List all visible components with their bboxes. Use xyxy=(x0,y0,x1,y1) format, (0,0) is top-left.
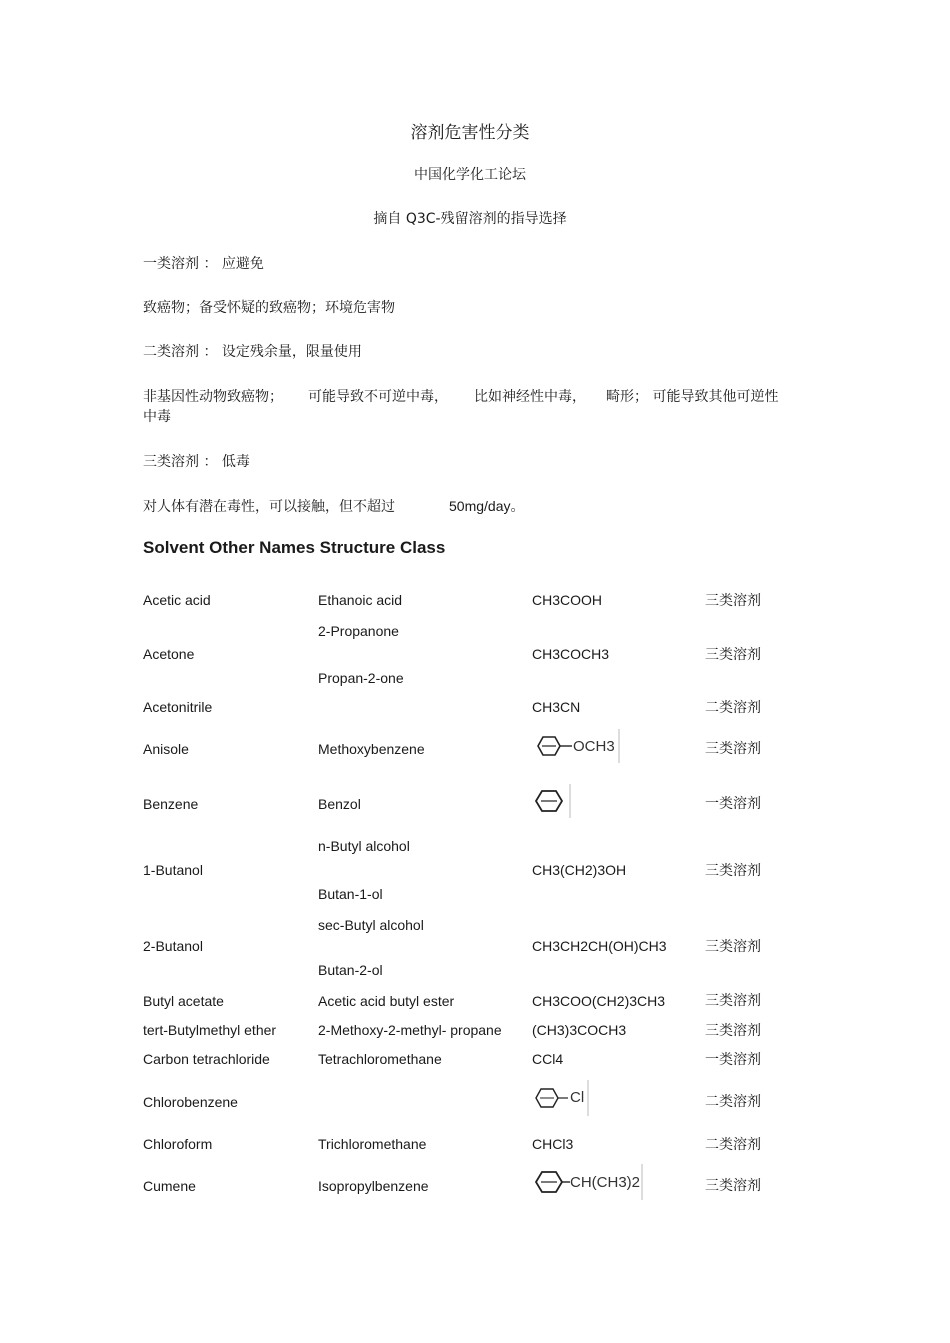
solvent-name: Chloroform xyxy=(143,1136,213,1152)
structure-formula: OCH3 xyxy=(573,738,615,755)
solvent-name: 2-Butanol xyxy=(143,938,203,954)
solvent-name: Butyl acetate xyxy=(143,993,224,1009)
solvent-name: Acetic acid xyxy=(143,592,211,608)
other-name: n-Butyl alcohol xyxy=(318,838,410,854)
other-name: 2-Methoxy-2-methyl- propane xyxy=(318,1022,502,1038)
other-name: Ethanoic acid xyxy=(318,592,403,608)
solvent-class: 二类溶剂 xyxy=(705,1094,761,1110)
solvent-name: tert-Butylmethyl ether xyxy=(143,1022,277,1038)
solvent-name: Acetonitrile xyxy=(143,699,213,715)
solvent-class: 三类溶剂 xyxy=(705,1178,761,1194)
solvent-name: Carbon tetrachloride xyxy=(143,1051,270,1067)
solvent-class: 三类溶剂 xyxy=(705,993,761,1009)
solvent-class: 三类溶剂 xyxy=(705,863,761,879)
solvent-name: Cumene xyxy=(143,1178,196,1194)
solvent-name: Chlorobenzene xyxy=(143,1094,238,1110)
class3-description-a: 对人体有潜在毒性，可以接触，但不超过 xyxy=(143,499,395,515)
class2-description-c: 比如神经性中毒， xyxy=(474,389,586,405)
solvent-class: 一类溶剂 xyxy=(705,1052,761,1068)
other-name: Tetrachloromethane xyxy=(318,1051,442,1067)
other-name: Benzol xyxy=(318,796,361,812)
other-name-alt: Propan-2-one xyxy=(318,670,404,686)
other-name: Isopropylbenzene xyxy=(318,1178,429,1194)
class2-description-d: 畸形； 可能导致其他可逆性 xyxy=(606,389,779,405)
solvent-class: 三类溶剂 xyxy=(705,741,761,757)
solvent-name: Benzene xyxy=(143,796,199,812)
other-name: Methoxybenzene xyxy=(318,741,425,757)
class2-description-e: 中毒 xyxy=(143,409,171,425)
structure-formula: CH3CN xyxy=(532,699,581,715)
solvent-name: 1-Butanol xyxy=(143,862,203,878)
solvent-class: 三类溶剂 xyxy=(705,939,761,955)
other-name: 2-Propanone xyxy=(318,623,399,639)
class2-heading: 二类溶剂 ： 设定残余量，限量使用 xyxy=(143,344,362,360)
solvent-name: Acetone xyxy=(143,646,195,662)
solvent-name: Anisole xyxy=(143,741,189,757)
structure-formula: CH3COO(CH2)3CH3 xyxy=(532,993,666,1009)
class1-description: 致癌物；备受怀疑的致癌物；环境危害物 xyxy=(143,300,395,316)
class2-description-a: 非基因性动物致癌物； xyxy=(143,389,283,405)
class3-heading: 三类溶剂 ： 低毒 xyxy=(143,454,250,470)
solvent-class: 二类溶剂 xyxy=(705,1137,761,1153)
class3-description-b: 50mg/day。 xyxy=(449,498,525,514)
benzene-ring-icon xyxy=(530,783,574,819)
solvent-class: 三类溶剂 xyxy=(705,647,761,663)
solvent-class: 二类溶剂 xyxy=(705,700,761,716)
document-source: 摘自 Q3C-残留溶剂的指导选择 xyxy=(373,211,567,227)
table-heading: Solvent Other Names Structure Class xyxy=(143,538,446,557)
solvent-class: 三类溶剂 xyxy=(705,593,761,609)
other-name-alt: Butan-1-ol xyxy=(318,886,383,902)
structure-formula: CH3(CH2)3OH xyxy=(532,862,627,878)
class2-description-b: 可能导致不可逆中毒， xyxy=(308,389,448,405)
other-name: Trichloromethane xyxy=(318,1136,427,1152)
solvent-class: 一类溶剂 xyxy=(705,796,761,812)
other-name: sec-Butyl alcohol xyxy=(318,917,424,933)
structure-formula: Cl xyxy=(570,1089,585,1106)
solvent-class: 三类溶剂 xyxy=(705,1023,761,1039)
class1-heading: 一类溶剂 ： 应避免 xyxy=(143,256,264,272)
structure-formula: (CH3)3COCH3 xyxy=(532,1022,627,1038)
structure-formula: CH3COOH xyxy=(532,592,603,608)
other-name: Acetic acid butyl ester xyxy=(318,993,455,1009)
structure-formula: CH3CH2CH(OH)CH3 xyxy=(532,938,667,954)
document-title: 溶剂危害性分类 xyxy=(410,123,530,143)
structure-formula: CH3COCH3 xyxy=(532,646,610,662)
document-subtitle: 中国化学化工论坛 xyxy=(414,167,526,183)
other-name-alt: Butan-2-ol xyxy=(318,962,383,978)
structure-formula: CHCl3 xyxy=(532,1136,574,1152)
structure-formula: CH(CH3)2 xyxy=(570,1174,641,1191)
structure-formula: CCl4 xyxy=(532,1051,564,1067)
